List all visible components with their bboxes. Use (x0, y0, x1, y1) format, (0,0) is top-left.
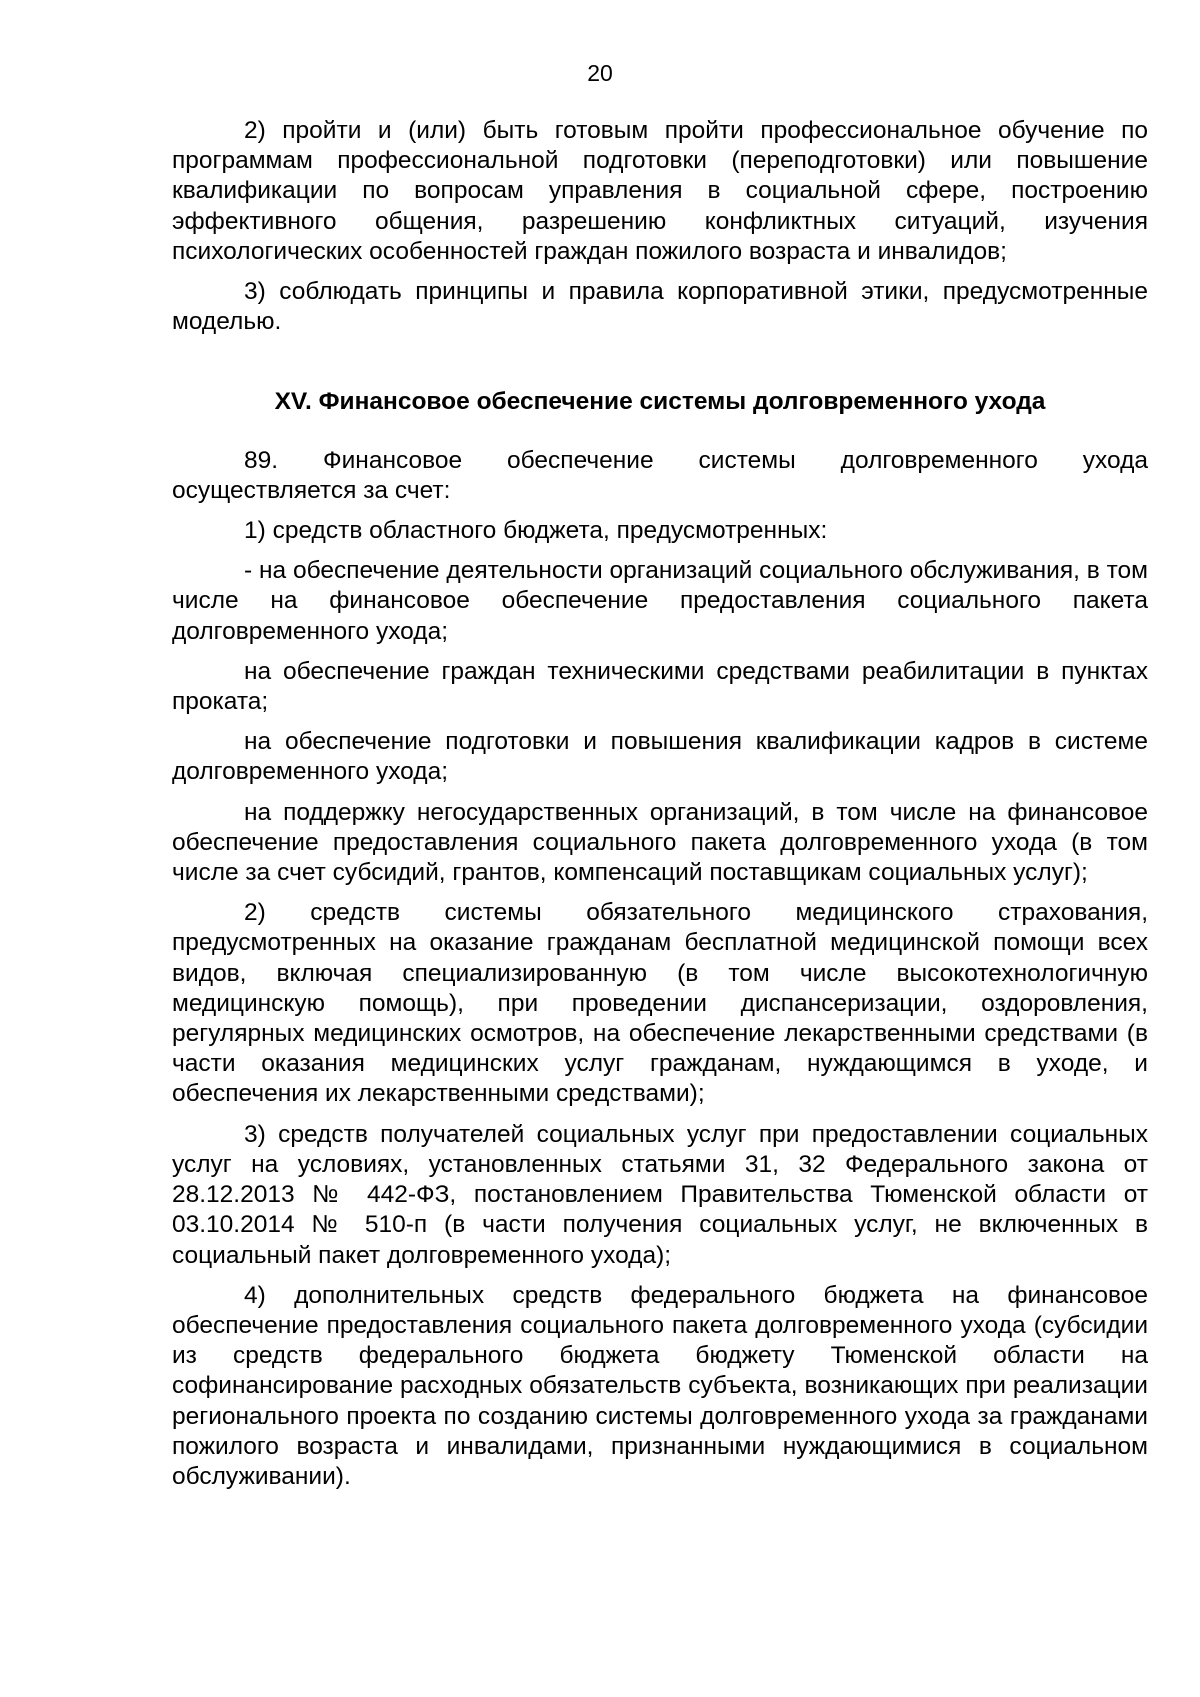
page-number: 20 (587, 60, 613, 86)
funding-source-1-regional-budget: 1) средств областного бюджета, предусмотренных: (244, 517, 828, 545)
funding-source-4-federal-budget: 4) дополнительных средств федерального бюджета на финансовое обеспечение предоставления социального пакета долговременного ухода (субсидии из средств федерального бюджета бюджету Тюменской области на софинансирование расходных обязательств субъекта, возникающих при реализации регионального проекта по созданию системы долговременного ухода за гражданами пожилого возраста и инвалидами, признанными нуждающимися в социальном обслуживании). (172, 1281, 1148, 1490)
clause-89-intro: 89. Финансовое обеспечение системы долговременного ухода осуществляется за счет: (172, 446, 1148, 504)
regional-budget-item-rehab-equipment: на обеспечение граждан техническими средствами реабилитации в пунктах проката; (172, 657, 1148, 716)
list-item-2-professional-training: 2) пройти и (или) быть готовым пройти профессиональное обучение по программам профессиональной подготовки (переподготовки) или повышение квалификации по вопросам управления в социальной сфере, построению эффективного общения, разрешению конфликтных ситуаций, изучения психологических особенностей граждан пожилого возраста и инвалидов; (172, 117, 1148, 265)
document-body (172, 116, 1148, 1502)
regional-budget-item-organizations: - на обеспечение деятельности организаций социального обслуживания, в том числе на финансовое обеспечение предоставления социального пакета долговременного ухода; (172, 557, 1148, 645)
section-heading: XV. Финансовое обеспечение системы долговременного ухода (274, 388, 1046, 416)
regional-budget-item-staff-training: на обеспечение подготовки и повышения квалификации кадров в системе долговременного ухода; (172, 728, 1148, 786)
list-item-3-corporate-ethics: 3) соблюдать принципы и правила корпоративной этики, предусмотренные моделью. (172, 278, 1148, 336)
funding-source-3-recipients: 3) средств получателей социальных услуг при предоставлении социальных услуг на условиях, установленных статьями 31, 32 Федерального закона от 28.12.2013 № 442-ФЗ, постановлением Правительства Тюменской области от 03.10.2014 № 510-п (в части получения социальных услуг, не включенных в социальный пакет долговременного ухода); (172, 1120, 1148, 1269)
funding-source-2-medical-insurance: 2) средств системы обязательного медицинского страхования, предусмотренных на оказание гражданам бесплатной медицинской помощи всех видов, включая специализированную (в том числе высокотехнологичную медицинскую помощь), при проведении диспансеризации, оздоровления, регулярных медицинских осмотров, на обеспечение лекарственными средствами (в части оказания медицинских услуг гражданам, нуждающимся в уходе, и обеспечения их лекарственными средствами); (172, 899, 1148, 1108)
regional-budget-item-nongovernmental: на поддержку негосударственных организаций, в том числе на финансовое обеспечение предоставления социального пакета долговременного ухода (в том числе за счет субсидий, грантов, компенсаций поставщикам социальных услуг); (172, 798, 1148, 887)
